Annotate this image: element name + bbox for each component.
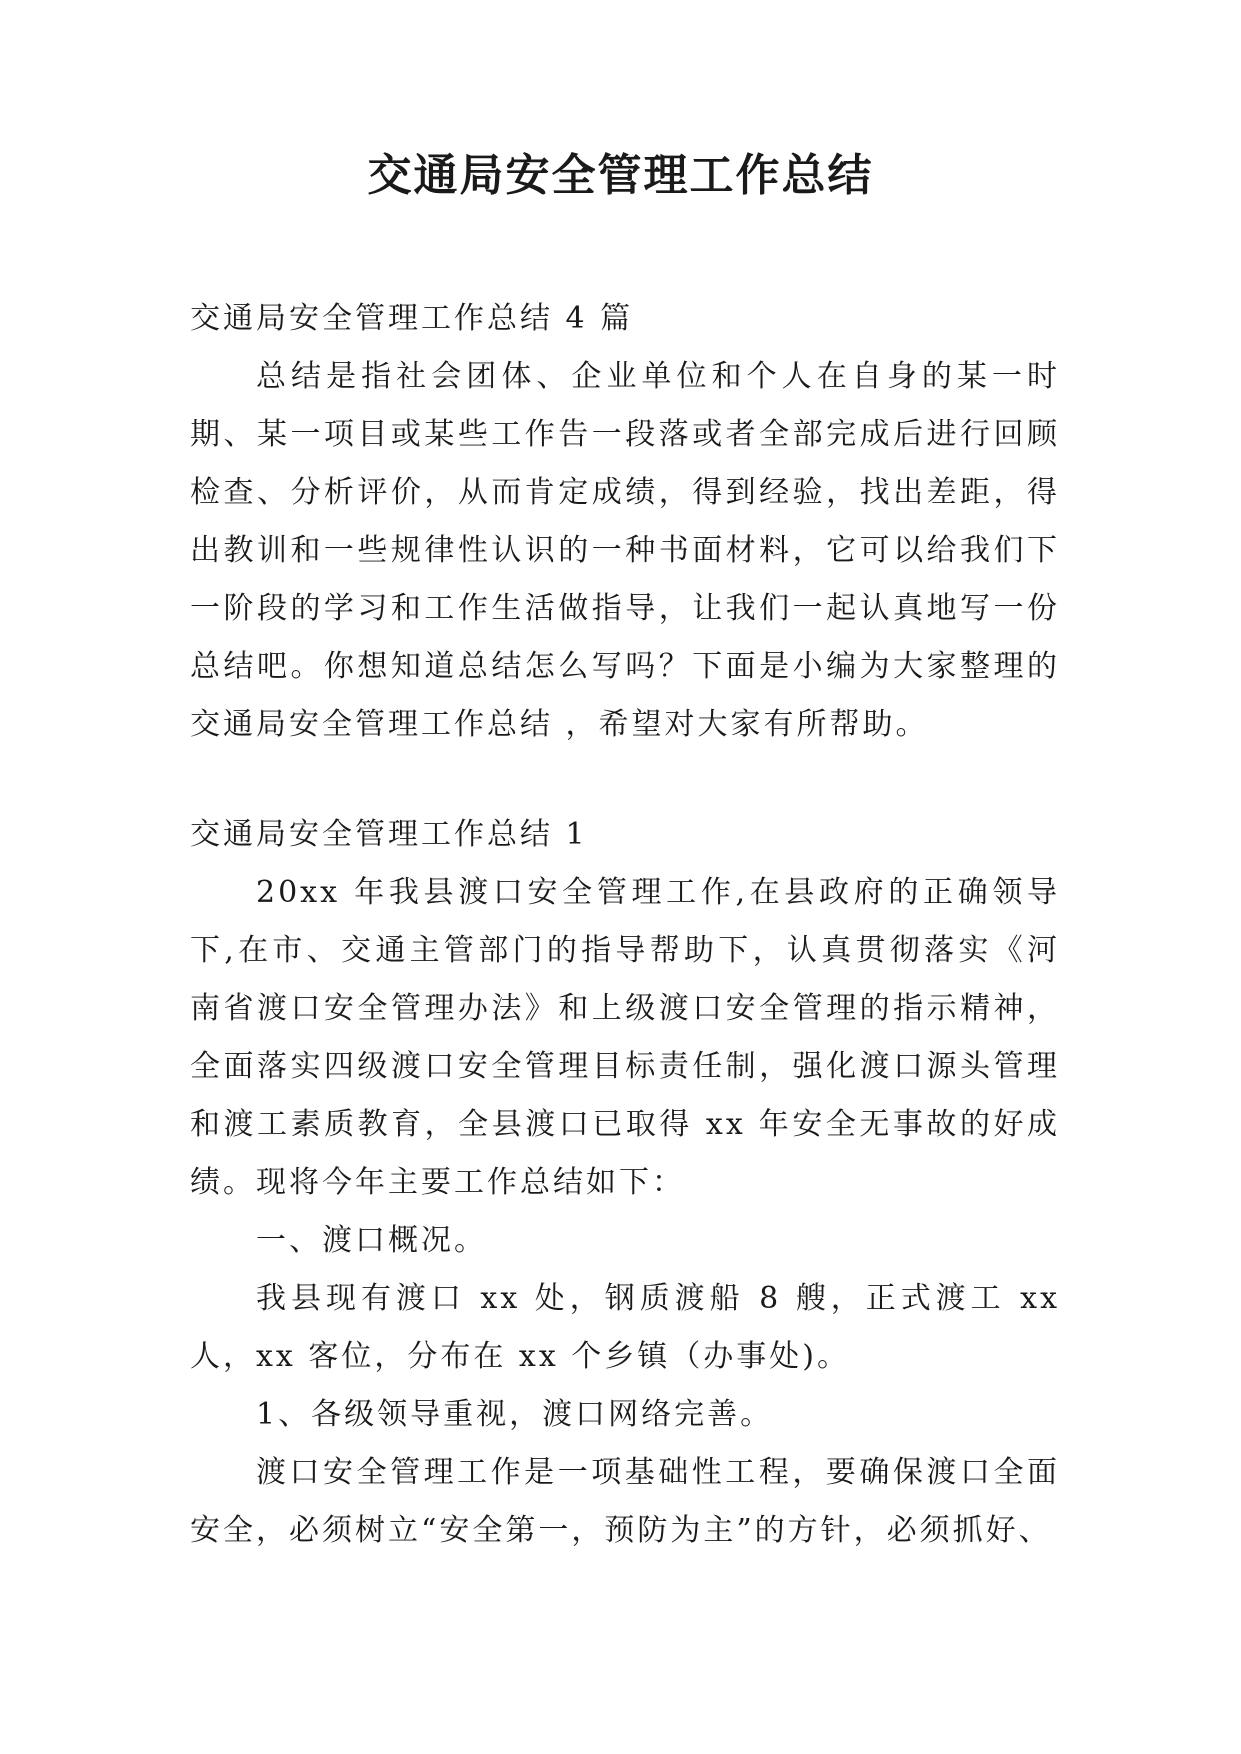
section-subheading: 一、渡口概况。: [256, 1223, 487, 1258]
document-title: 交通局安全管理工作总结: [367, 150, 874, 201]
section-spacer: [190, 754, 1060, 806]
document-subtitle: 交通局安全管理工作总结 4 篇: [190, 301, 634, 336]
section-heading: 交通局安全管理工作总结 1: [190, 817, 588, 852]
body-paragraph: 渡口安全管理工作是一项基础性工程，要确保渡口全面安全，必须树立“安全第一，预防为主”的方针，必须抓好、: [190, 1455, 1060, 1548]
intro-paragraph: 总结是指社会团体、企业单位和个人在自身的某一时期、某一项目或某些工作告一段落或者全部完成后进行回顾检查、分析评价，从而肯定成绩，得到经验，找出差距，得出教训和一些规律性认识的一种书面材料，它可以给我们下一阶段的学习和工作生活做指导，让我们一起认真地写一份总结吧。你想知道总结怎么写吗？下面是小编为大家整理的交通局安全管理工作总结 ，希望对大家有所帮助。: [190, 359, 1060, 742]
body-paragraph: 我县现有渡口 xx 处，钢质渡船 8 艘，正式渡工 xx 人，xx 客位，分布在 xx 个乡镇（办事处)。: [190, 1281, 1060, 1374]
body-paragraph: 20xx 年我县渡口安全管理工作,在县政府的正确领导下,在市、交通主管部门的指导帮助下，认真贯彻落实《河南省渡口安全管理办法》和上级渡口安全管理的指示精神，全面落实四级渡口安全管理目标责任制，强化渡口源头管理和渡工素质教育，全县渡口已取得 xx 年安全无事故的好成绩。现将今年主要工作总结如下：: [190, 875, 1060, 1200]
section-subheading: 1、各级领导重视，渡口网络完善。: [256, 1397, 774, 1432]
document-body: [190, 290, 1060, 1560]
